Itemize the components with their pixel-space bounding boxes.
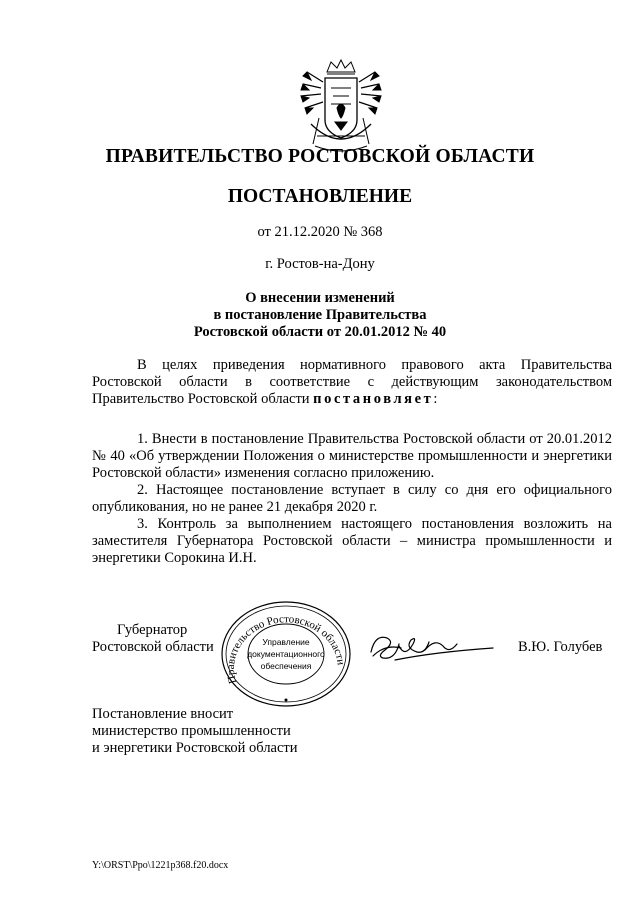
introduced-by-line-2: министерство промышленности bbox=[92, 723, 291, 739]
subject-line-1: О внесении изменений bbox=[245, 290, 395, 306]
stamp-inner-line-3: обеспечения bbox=[260, 661, 312, 671]
introduced-by-line-1: Постановление вносит bbox=[92, 706, 234, 722]
subject-line-3: Ростовской области от 20.01.2012 № 40 bbox=[193, 324, 447, 340]
stamp-inner-line-2: документационного bbox=[247, 649, 325, 659]
preamble-colon: : bbox=[433, 391, 438, 407]
preamble-text: В целях приведения нормативного правового акта Правительства Ростовской области в соответствие с действующим законодательством Правительство Ростовской области bbox=[92, 357, 612, 407]
decree-items bbox=[92, 431, 612, 567]
preamble-paragraph bbox=[92, 357, 612, 408]
signatory-name: В.Ю. Голубев bbox=[518, 639, 603, 655]
subject-line-2: в постановление Правительства bbox=[213, 307, 427, 323]
decree-item-2: 2. Настоящее постановление вступает в силу со дня его официального опубликования, но не ранее 21 декабря 2020 г. bbox=[92, 482, 612, 515]
stamp-outer-text: Правительство Ростовской области bbox=[224, 613, 347, 685]
file-path-footer: Y:\ORST\Ppo\1221p368.f20.docx bbox=[92, 860, 229, 871]
stamp-inner-line-1: Управление bbox=[262, 637, 310, 647]
signatory-position-line-1: Губернатор bbox=[117, 622, 188, 638]
handwritten-signature bbox=[365, 630, 495, 666]
signatory-position bbox=[92, 622, 214, 656]
decree-item-3: 3. Контроль за выполнением настоящего постановления возложить на заместителя Губернатора Ростовской области – министра промышленности и энергетики Сорокина И.Н. bbox=[92, 516, 612, 566]
introduced-by-line-3: и энергетики Ростовской области bbox=[92, 740, 298, 756]
document-type-title: ПОСТАНОВЛЕНИЕ bbox=[227, 186, 413, 207]
official-stamp bbox=[218, 596, 354, 708]
introduced-by-block bbox=[92, 706, 298, 757]
preamble-keyword: постановляет bbox=[313, 391, 434, 407]
coat-of-arms-emblem bbox=[297, 58, 385, 154]
date-number-line: от 21.12.2020 № 368 bbox=[257, 224, 383, 240]
decree-item-1: 1. Внести в постановление Правительства Ростовской области от 20.01.2012 № 40 «Об утверждении Положения о министерстве промышленности и энергетики Ростовской области» изменения согласно приложению. bbox=[92, 431, 612, 481]
city-line: г. Ростов-на-Дону bbox=[265, 256, 375, 272]
signatory-position-line-2: Ростовской области bbox=[92, 639, 214, 655]
subject-heading bbox=[0, 290, 640, 341]
government-title: ПРАВИТЕЛЬСТВО РОСТОВСКОЙ ОБЛАСТИ bbox=[105, 146, 535, 167]
